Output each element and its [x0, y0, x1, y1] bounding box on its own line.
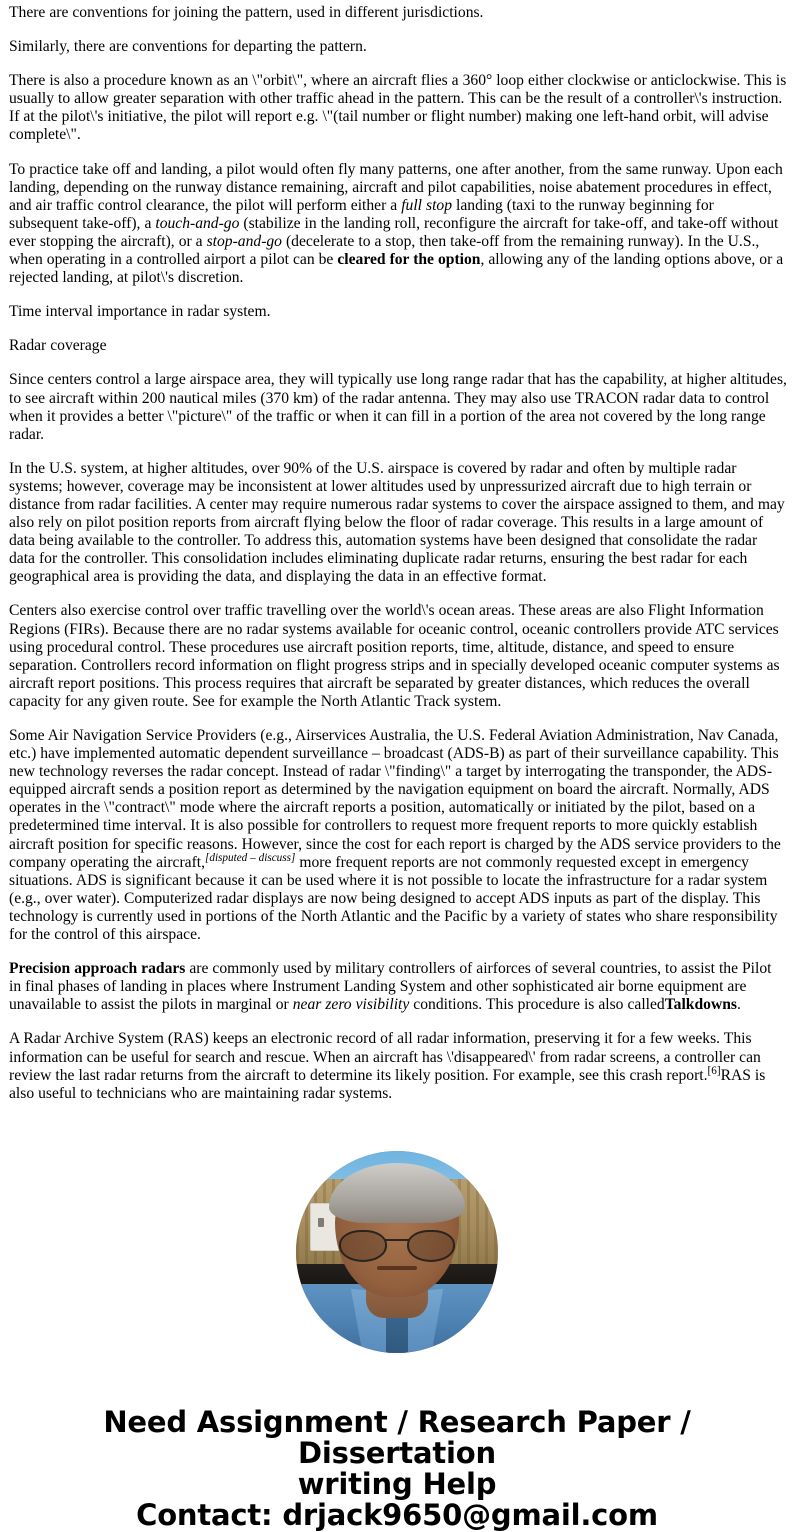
citation-reference-6[interactable]: [6]: [707, 1064, 721, 1077]
paragraph-us-radar-system: In the U.S. system, at higher altitudes, over 90% of the U.S. airspace is covered by radar and often by multiple radar systems; however, coverage may be inconsistent at lower altitudes used by unpressurized aircraft due to high terrain or distance from radar facilities. A center may require numerous radar systems to cover the airspace assigned to them, and may also rely on pilot position reports from aircraft flying below the floor of radar coverage. This results in a large amount of data being available to the controller. To address this, automation systems have been designed that consolidate the radar data for the controller. This consolidation includes eliminating duplicate radar returns, ensuring the best radar for each geographical area is providing the data, and displaying the data in an effective format.: [9, 459, 785, 586]
text-run: .: [736, 996, 741, 1014]
text-run: are commonly used by military controllers of airforces of several countries, to assist the Pilot in final phases of landing in places where Instrument Landing System and other sophisticated air borne equipment are unavailable to assist the pilots in marginal or: [9, 960, 772, 1014]
paragraph-orbit-procedure: There is also a procedure known as an \"orbit\", where an aircraft flies a 360° loop either clockwise or anticlockwise. This is usually to allow greater separation with other traffic ahead in the pattern. This can be the result of a controller\'s instruction. If at the pilot\'s initiative, the pilot will report e.g. \"(tail number or flight number) making one left-hand orbit, will advise complete\".: [9, 72, 787, 144]
heading-radar-coverage: Radar coverage: [9, 337, 107, 355]
text-run: more frequent reports are not commonly requested except in emergency situations. ADS is significant because it can be used where it is not possible to locate the infrastructure for a radar system (e.g., over water). Computerized radar displays are now being designed to accept ADS inputs as part of the display. This technology is currently used in portions of the North Atlantic and the Pacific by a variety of states who share responsibility for the control of this airspace.: [9, 853, 778, 944]
text-run: A Radar Archive System (RAS) keeps an electronic record of all radar information, preserving it for a few weeks. This information can be useful for search and rescue. When an aircraft has \'disappeared\' from radar screens, a controller can review the last radar returns from the aircraft to determine its likely position. For example, see this crash report.: [9, 1030, 761, 1084]
paragraph-joining-pattern: There are conventions for joining the pattern, used in different jurisdictions.: [9, 4, 484, 21]
text-run: (stabilize in the landing roll, reconfigure the aircraft for take-off, and take-off without ever stopping the aircraft), or a: [9, 214, 779, 250]
photo-glasses-lens-right: [407, 1230, 455, 1262]
portrait-container: [0, 1151, 794, 1353]
text-run: (decelerate to a stop, then take-off from the remaining runway). In the U.S., when operating in a controlled airport a pilot can be: [9, 232, 760, 269]
text-run-italic-touch-and-go: touch-and-go: [155, 214, 240, 232]
paragraph-departing-pattern: Similarly, there are conventions for departing the pattern.: [9, 38, 367, 56]
text-run: To practice take off and landing, a pilot would often fly many patterns, one after another, from the same runway. Upon each landing, depending on the runway distance remaining, aircraft and pilot capabilities, noise abatement procedures in effect, and air traffic control clearance, the pilot will perform either a: [9, 160, 783, 214]
glasses-icon: [337, 1230, 457, 1260]
paragraph-radar-archive-system: [9, 1030, 787, 1102]
promo-contact-email: Contact: drjack9650@gmail.com: [136, 1497, 658, 1532]
text-run-italic-stop-and-go: stop-and-go: [206, 232, 282, 250]
promo-footer: [0, 1404, 794, 1532]
paragraph-oceanic-control: Centers also exercise control over traffic travelling over the world\'s ocean areas. These areas are also Flight Information Regions (FIRs). Because there are no radar systems available for oceanic control, oceanic controllers provide ATC services using procedural control. These procedures use aircraft position reports, time, altitude, distance, and speed to ensure separation. Controllers record information on flight progress strips and in specially developed oceanic computer systems as aircraft report positions. This process requires that aircraft be separated by greater distances, which reduces the overall capacity for any given route. See for example the North Atlantic Track system.: [9, 602, 780, 710]
text-run: Some Air Navigation Service Providers (e.g., Airservices Australia, the U.S. Federal Aviation Administration, Nav Canada, etc.) have implemented automatic dependent surveillance – broadcast (ADS-B) as part of their surveillance capability. This new technology reverses the radar concept. Instead of radar \"finding\" a target by interrogating the transponder, the ADS-equipped aircraft sends a position report as determined by the navigation equipment on board the aircraft. Normally, ADS operates in the \"contract\" mode where the aircraft reports a position, automatically or initiated by the pilot, based on a predetermined time interval. It is also possible for controllers to request more frequent reports to more quickly establish aircraft position for specific reasons. However, since the cost for each report is charged by the ADS service providers to the company operating the aircraft,: [9, 727, 781, 871]
promo-headline-line-2: writing Help: [297, 1466, 497, 1501]
photo-mouth: [377, 1266, 417, 1270]
paragraph-ads-b-surveillance: [9, 727, 787, 944]
paragraph-long-range-radar: Since centers control a large airspace area, they will typically use long range radar that has the capability, at higher altitudes, to see aircraft within 200 nautical miles (370 km) of the radar antenna. They may also use TRACON radar data to control when it provides a better \"picture\" of the traffic or when it can fill in a portion of the area not covered by the long range radar.: [9, 371, 787, 443]
photo-glasses-bridge: [385, 1239, 409, 1242]
text-run: , allowing any of the landing options above, or a rejected landing, at pilot\'s discretion.: [9, 251, 784, 287]
text-run-italic-near-zero-visibility: near zero visibility: [292, 996, 410, 1014]
paragraph-time-interval-importance: Time interval importance in radar system.: [9, 303, 271, 321]
text-run: landing (taxi to the runway beginning for subsequent take-off), a: [9, 196, 714, 232]
photo-glasses-lens-left: [339, 1230, 387, 1262]
paragraph-practice-takeoff-landing: [9, 161, 787, 288]
paragraph-precision-approach-radars: [9, 960, 787, 1014]
text-run: conditions. This procedure is also called: [409, 996, 665, 1014]
disputed-discuss-annotation: [disputed – discuss]: [205, 851, 296, 864]
promo-headline-line-1: Need Assignment / Research Paper / Dissertation: [103, 1404, 691, 1470]
text-run: RAS is also useful to technicians who are maintaining radar systems.: [9, 1066, 766, 1102]
avatar: [296, 1151, 498, 1353]
text-run-bold-precision-approach-radars: Precision approach radars: [9, 960, 186, 978]
text-run-bold-talkdowns: Talkdowns: [664, 996, 737, 1014]
text-run-bold-cleared-for-the-option: cleared for the option: [337, 251, 481, 269]
text-run-italic-full-stop: full stop: [401, 196, 453, 214]
